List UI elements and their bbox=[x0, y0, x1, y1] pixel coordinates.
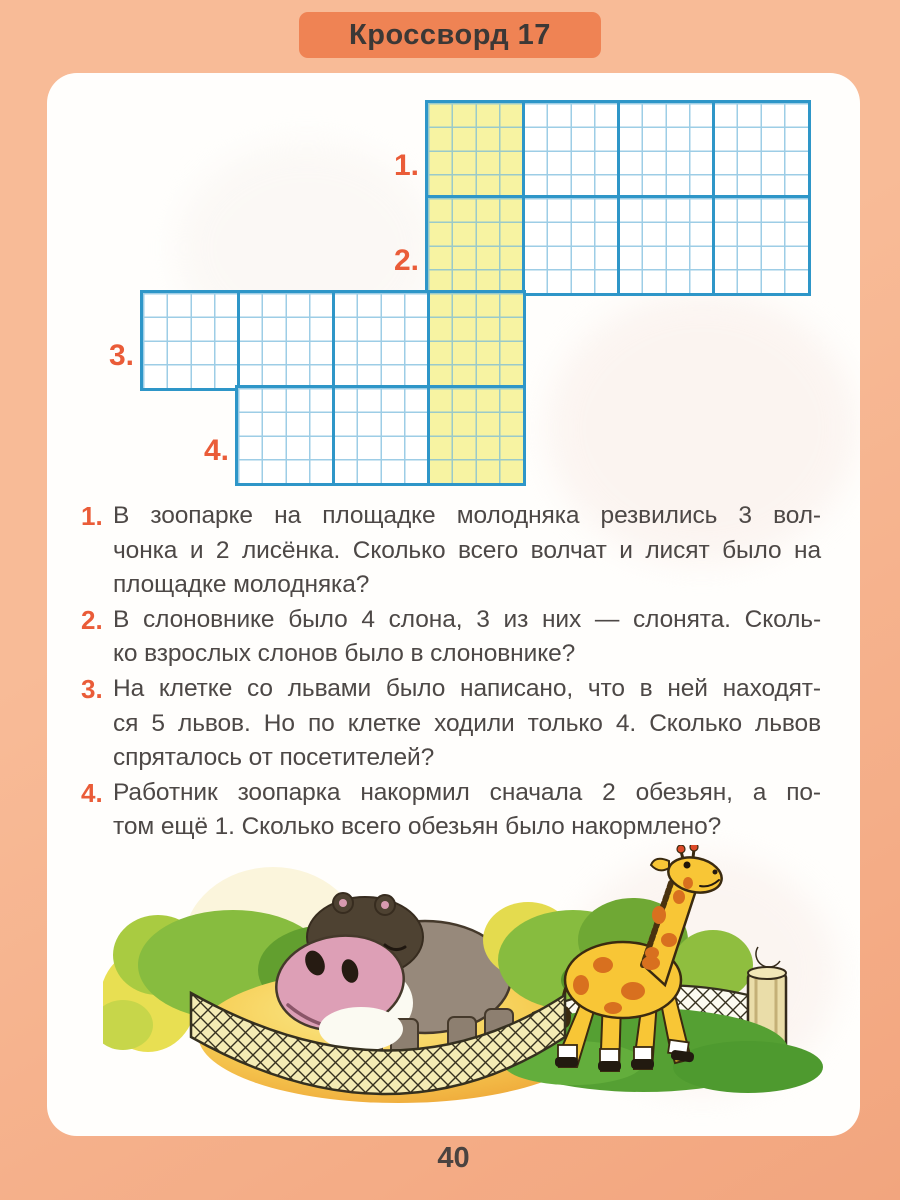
problem-text-line: чонка и 2 лисёнка. Сколько всего волчат и лисят было на bbox=[113, 536, 821, 564]
problem-3 bbox=[81, 672, 821, 776]
crossword-row-number-2: 2. bbox=[393, 244, 419, 277]
problem-number: 1. bbox=[81, 501, 103, 531]
problem-text-line: ся 5 львов. Но по клетке ходили только 4. Сколько львов bbox=[113, 709, 821, 737]
cell-border bbox=[332, 293, 335, 388]
cell-border bbox=[522, 103, 525, 198]
cell-border bbox=[522, 198, 525, 293]
cell-border bbox=[332, 388, 335, 483]
problem-text-line: В зоопарке на площадке молодняка резвились 3 вол- bbox=[113, 502, 821, 529]
graph-paper-lines bbox=[238, 388, 523, 483]
crossword-row-number-4: 4. bbox=[203, 434, 229, 467]
zoo-illustration bbox=[103, 845, 823, 1115]
problems-list bbox=[81, 499, 821, 845]
crossword-title-badge bbox=[299, 12, 601, 58]
problem-text-line: том ещё 1. Сколько всего обезьян было накормлено? bbox=[113, 813, 722, 841]
problem-number: 2. bbox=[81, 604, 103, 635]
crossword-row-3 bbox=[140, 290, 526, 391]
cell-border bbox=[427, 388, 430, 483]
problem-text-line: площадке молодняка? bbox=[113, 571, 370, 599]
crossword-row-4 bbox=[235, 385, 526, 486]
problem-number: 3. bbox=[81, 673, 103, 704]
problem-2 bbox=[81, 603, 821, 672]
cell-border bbox=[712, 103, 715, 198]
problem-number: 4. bbox=[81, 777, 103, 808]
problem-4 bbox=[81, 776, 821, 845]
giraffe-head bbox=[651, 845, 725, 897]
crossword-row-number-3: 3. bbox=[108, 339, 134, 372]
problem-text-line: Работник зоопарка накормил сначала 2 обезьян, а по- bbox=[113, 778, 821, 806]
crossword-row-number-1: 1. bbox=[393, 149, 419, 182]
page-number: 40 bbox=[437, 1142, 470, 1174]
cell-border bbox=[617, 103, 620, 198]
problem-text-line: На клетке со львами было написано, что в ней находят- bbox=[113, 674, 821, 702]
crossword-row-2 bbox=[425, 195, 811, 296]
problem-text-line: спряталось от посетителей? bbox=[113, 744, 435, 772]
content-panel bbox=[47, 73, 860, 1136]
page-title: Кроссворд 17 bbox=[349, 18, 551, 51]
crossword-row-1 bbox=[425, 100, 811, 201]
cell-border bbox=[617, 198, 620, 293]
cell-border bbox=[237, 293, 240, 388]
cell-border bbox=[427, 293, 430, 388]
problem-text-line: ко взрослых слонов было в слоновнике? bbox=[113, 640, 576, 668]
cell-border bbox=[712, 198, 715, 293]
problem-text-line: В слоновнике было 4 слона, 3 из них — слонята. Сколь- bbox=[113, 605, 821, 633]
problem-1 bbox=[81, 499, 821, 603]
